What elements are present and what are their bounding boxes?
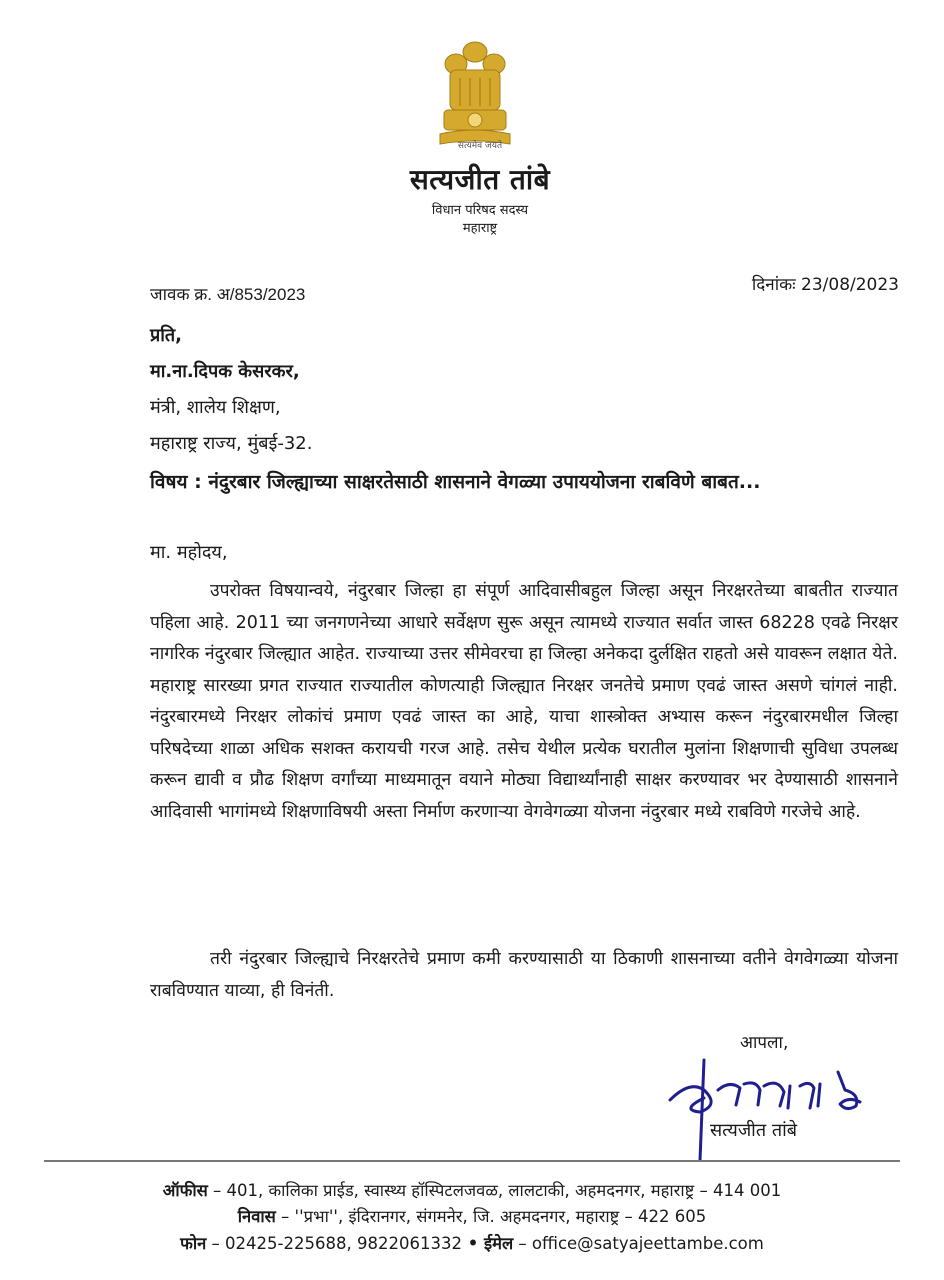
email-address[interactable]: – office@satyajeettambe.com [513,1234,764,1253]
body-paragraph-2: तरी नंदुरबार जिल्ह्याचे निरक्षरतेचे प्रमाण कमी करण्यासाठी या ठिकाणी शासनाच्या वतीने वेगवेगळ्या योजना राबविण्यात याव्या, ही विनंती. [150,949,898,1001]
letterhead-state: महाराष्ट्र [462,221,498,236]
letterhead-name: सत्यजीत तांबे [409,163,551,196]
footer-residence [0,1204,944,1227]
date-label: दिनांकः [751,275,796,295]
phone-label: फोन [180,1234,207,1253]
office-address: – 401, कालिका प्राईड, स्वास्थ्य हॉस्पिटलजवळ, लालटाकी, अहमदनगर, महाराष्ट्र – 414 001 [207,1181,782,1200]
footer-divider [44,1160,900,1162]
office-label: ऑफीस [162,1181,208,1200]
addressee-to: प्रति, [150,325,183,346]
closing-yours: आपला, [740,1033,789,1053]
signer-name: सत्यजीत तांबे [710,1120,798,1141]
body-paragraph-1: उपरोक्त विषयान्वये, नंदुरबार जिल्हा हा संपूर्ण आदिवासीबहुल जिल्हा असून निरक्षरतेच्या बाबतीत राज्यात पहिला आहे. 2011 च्या जनगणनेच्या आधारे सर्वेक्षण सुरू असून त्यामध्ये राज्यात सर्वात जास्त 68228 एवढे निरक्षर नागरिक नंदुरबार जिल्ह्यात आहेत. राज्याच्या उत्तर सीमेवरचा हा जिल्हा अनेकदा दुर्लक्षित राहतो असे यावरून लक्षात येते. महाराष्ट्र सारख्या प्रगत राज्यात राज्यातील कोणत्याही जिल्ह्यात निरक्षर जनतेचे प्रमाण एवढं जास्त असणे चांगलं नाही. नंदुरबारमध्ये निरक्षर लोकांचं प्रमाण एवढं जास्त का आहे, याचा शास्त्रोक्त अभ्यास करून नंदुरबारमधील जिल्हा परिषदेच्या शाळा अधिक सशक्त करायची गरज आहे. तसेच येथील प्रत्येक घरातील मुलांना शिक्षणाची सुविधा उपलब्ध करून द्यावी व प्रौढ शिक्षण वर्गांच्या माध्यमातून वयाने मोठ्या विद्यार्थ्यांनाही साक्षर करण्यावर भर देण्यासाठी शासनाने आदिवासी भागांमध्ये शिक्षणाविषयी अस्ता निर्माण करणाऱ्या वेगवेगळ्या योजना नंदुरबार मध्ये राबविणे गरजेचे आहे. [150,581,898,822]
residence-label: निवास [237,1207,276,1226]
residence-address: – ''प्रभा'', इंदिरानगर, संगमनेर, जि. अहमदनगर, महाराष्ट्र – 422 605 [275,1207,707,1226]
emblem-motto: सत्यमेव जयते [457,141,503,151]
addressee-location: महाराष्ट्र राज्य, मुंबई-32. [150,433,313,454]
reference-number: जावक क्र. अ/853/2023 [150,285,306,304]
email-label: • ईमेल [461,1234,514,1253]
handwritten-signature-icon [660,1050,880,1160]
state-emblem-icon [430,34,520,154]
date-value: 23/08/2023 [801,275,899,295]
footer-office [0,1178,944,1201]
footer-contact [0,1231,944,1254]
addressee-block [150,318,312,462]
letter-date [752,272,899,295]
salutation: मा. महोदय, [150,542,228,563]
addressee-designation: मंत्री, शालेय शिक्षण, [150,397,281,418]
subject-line: विषय : नंदुरबार जिल्ह्याच्या साक्षरतेसाठी शासनाने वेगळ्या उपाययोजना राबविणे बाबत... [150,471,761,493]
letterhead-designation: विधान परिषद सदस्य [431,203,529,218]
addressee-name: मा.ना.दिपक केसरकर, [150,361,300,382]
phone-numbers: – 02425-225688, 9822061332 [206,1234,462,1253]
